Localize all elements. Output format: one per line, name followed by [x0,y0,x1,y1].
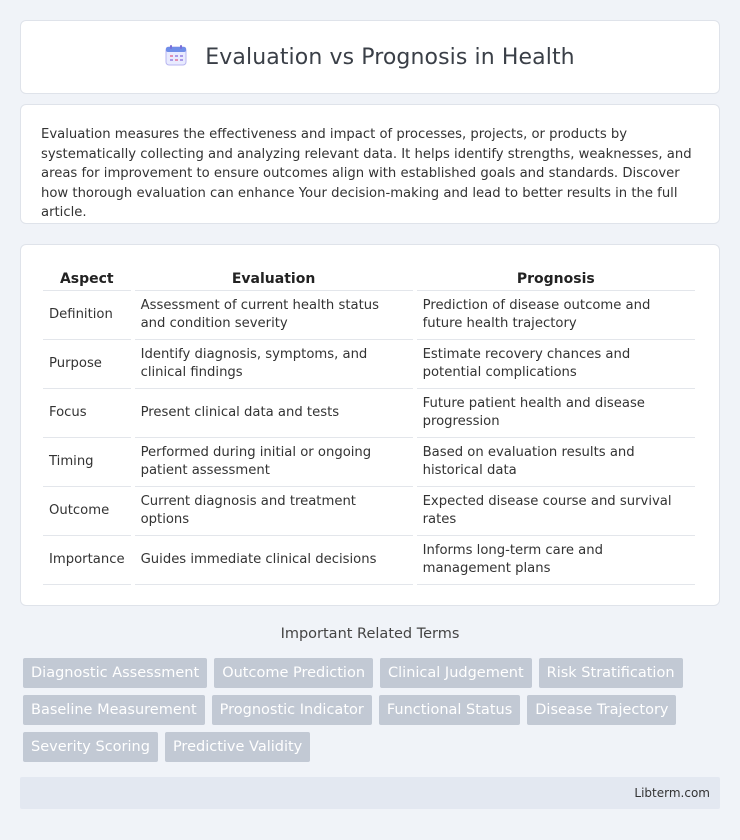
related-term-tag[interactable]: Clinical Judgement [380,658,532,688]
related-term-tag[interactable]: Outcome Prediction [214,658,373,688]
header-card [20,20,720,94]
table-row [43,389,695,438]
calendar-icon [165,44,187,70]
comparison-table [39,267,699,585]
related-term-tag[interactable]: Functional Status [379,695,520,725]
table-row [43,536,695,585]
intro-card [20,104,720,224]
comparison-table-card [20,244,720,606]
prognosis-cell: Future patient health and disease progression [417,389,695,438]
intro-paragraph: Evaluation measures the effectiveness and impact of processes, projects, or products by systematically collecting and analyzing relevant data. It helps identify strengths, weaknesses, and areas for improvement to ensure outcomes align with established goals and standards. Discover how thorough evaluation can enhance Your decision-making and lead to better results in the full article. [41,127,692,220]
page-title: Evaluation vs Prognosis in Health [205,44,575,70]
table-row [43,291,695,340]
footer-bar [20,777,720,809]
related-term-tag[interactable]: Diagnostic Assessment [23,658,207,688]
related-term-tag[interactable]: Severity Scoring [23,732,158,762]
evaluation-cell: Current diagnosis and treatment options [135,487,413,536]
prognosis-cell: Informs long-term care and management plans [417,536,695,585]
prognosis-cell: Prediction of disease outcome and future health trajectory [417,291,695,340]
table-row [43,340,695,389]
related-terms-heading: Important Related Terms [280,626,460,642]
related-term-tag[interactable]: Disease Trajectory [527,695,676,725]
related-term-tag[interactable]: Risk Stratification [539,658,683,688]
related-terms-list [23,658,723,762]
evaluation-cell: Guides immediate clinical decisions [135,536,413,585]
table-row [43,487,695,536]
aspect-cell: Focus [43,389,131,438]
related-term-tag[interactable]: Prognostic Indicator [212,695,372,725]
title-wrap [165,44,574,70]
prognosis-cell: Based on evaluation results and historical data [417,438,695,487]
evaluation-cell: Performed during initial or ongoing patient assessment [135,438,413,487]
column-header-evaluation: Evaluation [135,267,413,291]
evaluation-cell: Present clinical data and tests [135,389,413,438]
prognosis-cell: Estimate recovery chances and potential complications [417,340,695,389]
column-header-aspect: Aspect [43,267,131,291]
aspect-cell: Definition [43,291,131,340]
column-header-prognosis: Prognosis [417,267,695,291]
related-term-tag[interactable]: Baseline Measurement [23,695,205,725]
table-row [43,438,695,487]
aspect-cell: Purpose [43,340,131,389]
evaluation-cell: Assessment of current health status and condition severity [135,291,413,340]
prognosis-cell: Expected disease course and survival rates [417,487,695,536]
table-header-row [43,267,695,291]
evaluation-cell: Identify diagnosis, symptoms, and clinical findings [135,340,413,389]
related-term-tag[interactable]: Predictive Validity [165,732,310,762]
aspect-cell: Outcome [43,487,131,536]
aspect-cell: Timing [43,438,131,487]
footer-site-link[interactable]: Libterm.com [634,786,710,800]
aspect-cell: Importance [43,536,131,585]
